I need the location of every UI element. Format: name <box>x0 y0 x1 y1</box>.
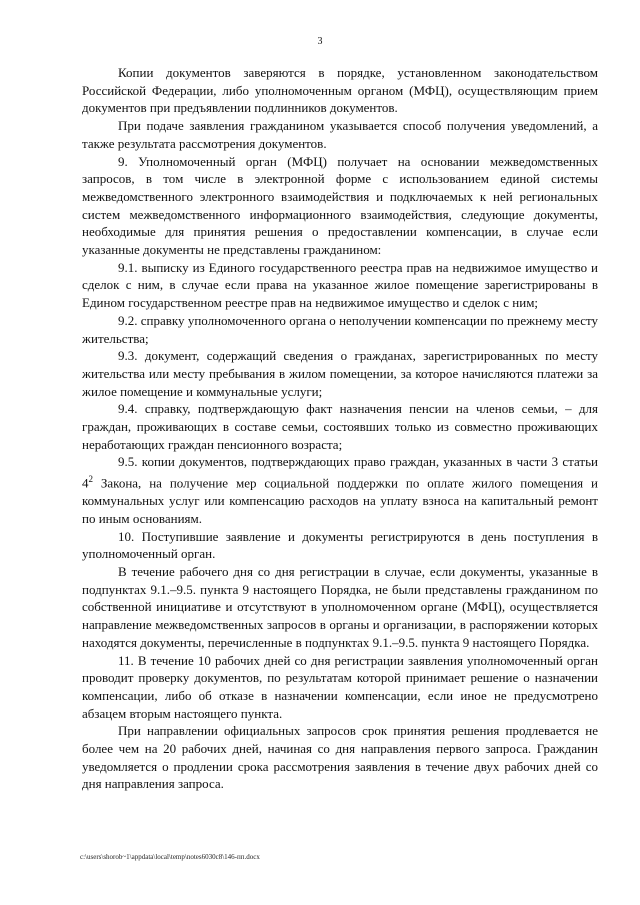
paragraph-copies-certification: Копии документов заверяются в порядке, установленном законодательством Российской Федерации, либо уполномоченным органом (МФЦ), осуществляющим прием документов при предъявлении подлинников документов. <box>82 65 598 116</box>
paragraph-11-verification: 11. В течение 10 рабочих дней со дня регистрации заявления уполномоченный орган проводит проверку документов, по результатам которой принимает решение о назначении компенсации, либо об отказе в назначении компенсации, если иное не предусмотрено абзацем вторым настоящего пункта. <box>82 652 598 721</box>
paragraph-9-5-text-start: 9.5. копии документов, подтверждающих право граждан, указанных в части 3 статьи 4 <box>82 454 598 491</box>
footer-file-path: c:\users\shorob~1\appdata\local\temp\notes6030c8\146-пп.docx <box>80 853 260 861</box>
paragraph-9-5-superscript: 2 <box>88 474 93 485</box>
paragraph-9-1-registry-extract: 9.1. выписку из Единого государственного реестра прав на недвижимое имущество и сделок с ним, в случае если права на указанное жилое помещение зарегистрированы в Едином государственном реестре прав на недвижимое имущество и сделок с ним; <box>82 259 598 311</box>
paragraph-9-5-supporting-documents <box>82 453 598 527</box>
page-number: 3 <box>317 36 323 47</box>
paragraph-9-5-text-end: Закона, на получение мер социальной поддержки по оплате жилого помещения и коммунальных услуг или компенсацию расходов на уплату взноса на капитальный ремонт по иным основаниям. <box>82 475 598 526</box>
paragraph-9-4-pension-certificate: 9.4. справку, подтверждающую факт назначения пенсии на членов семьи, – для граждан, проживающих в составе семьи, состоявших только из совместно проживающих неработающих граждан пенсионного возраста; <box>82 401 598 452</box>
paragraph-10-registration: 10. Поступившие заявление и документы регистрируются в день поступления в уполномоченный орган. <box>82 528 598 562</box>
paragraph-notification-method: При подаче заявления гражданином указывается способ получения уведомлений, а также результата рассмотрения документов. <box>82 118 598 151</box>
paragraph-9-3-registration-document: 9.3. документ, содержащий сведения о гражданах, зарегистрированных по месту жительства или месту пребывания в жилом помещении, за которое начисляются платежи за жилое помещение и коммунальные услуги; <box>82 348 598 399</box>
paragraph-9-2-non-receipt-certificate: 9.2. справку уполномоченного органа о неполучении компенсации по прежнему месту жительства; <box>82 312 598 346</box>
paragraph-10-interagency-requests: В течение рабочего дня со дня регистрации в случае, если документы, указанные в подпунктах 9.1.–9.5. пункта 9 настоящего Порядка, не были представлены гражданином по собственной инициативе и отсутствуют в уполномоченном органе (МФЦ), осуществляется направление межведомственных запросов в органы и организации, в распоряжении которых находятся документы, перечисленные в подпунктах 9.1.–9.5. пункта 9 настоящего Порядка. <box>82 564 598 650</box>
paragraph-11-extension: При направлении официальных запросов срок принятия решения продлевается не более чем на 20 рабочих дней, начиная со дня направления первого запроса. Гражданин уведомляется о продлении срока рассмотрения заявления в течение двух рабочих дней со дня направления запроса. <box>82 723 598 792</box>
document-body <box>82 64 598 793</box>
paragraph-9-interagency-requests: 9. Уполномоченный орган (МФЦ) получает на основании межведомственных запросов, в том числе в электронной форме с использованием единой системы межведомственного электронного взаимодействия и подключаемых к ней региональных систем межведомственного информационного взаимодействия, следующие документы, необходимые для принятия решения о предоставлении компенсации, в случае если указанные документы не представлены гражданином: <box>82 153 598 258</box>
